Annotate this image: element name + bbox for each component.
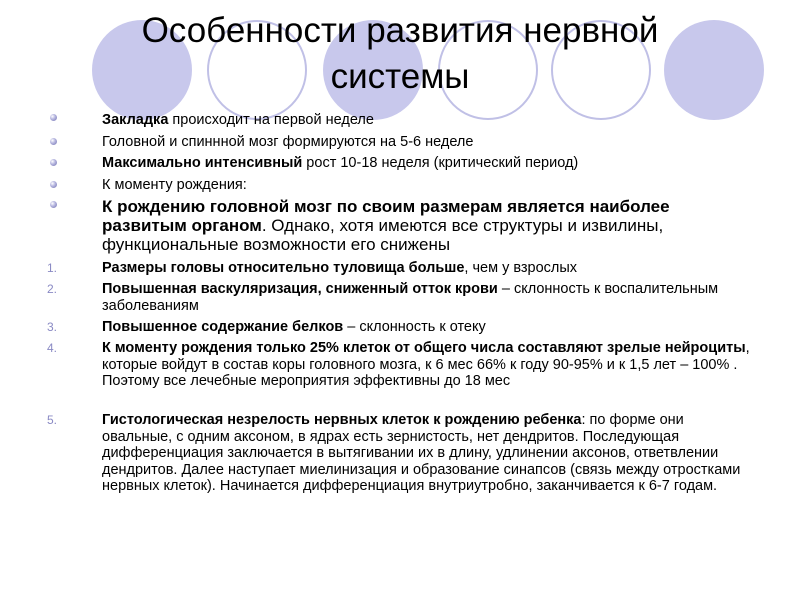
item-number: 2. <box>47 282 58 296</box>
bullet-dot-icon <box>50 114 57 121</box>
item-text: – склонность к воспалительным заболеваниям <box>102 281 719 314</box>
bullet-dot-icon <box>50 138 57 145</box>
item-bold: К моменту рождения только 25% клеток от общего числа составляют зрелые нейроциты <box>102 340 746 356</box>
item-text: , чем у взрослых <box>464 260 578 276</box>
bullet-bold: К рождению головной мозг по своим размерам является наиболее развитым органом <box>102 197 670 235</box>
item-bold: Гистологическая незрелость нервных клеток к рождению ребенка <box>102 412 582 428</box>
bullet-text: происходит на первой неделе <box>168 112 374 128</box>
bullet-text: . Однако, хотя имеются все структуры и извилины, функциональные возможности его снижены <box>102 216 664 254</box>
title-line-1: Особенности развития нервной <box>141 11 659 50</box>
item-text: : по форме они овальные, с одним аксоном, в ядрах есть зернистость, нет дендритов. Последующая дифференциация заключается в вытягивании их в длину, удлинении аксонов, ответвлении дендритов. Далее наступает миелинизация и образование синапсов (связь между отростками нервных клеток). Начинается дифференциация внутриутробно, заканчивается к 6-7 годам. <box>102 412 741 494</box>
item-number: 3. <box>47 320 58 334</box>
item-bold: Повышенное содержание белков <box>102 319 344 335</box>
bullet-text: рост 10-18 неделя (критический период) <box>302 155 579 171</box>
item-bold: Размеры головы относительно туловища больше <box>102 260 465 276</box>
bullet-text: К моменту рождения: <box>102 177 247 193</box>
title-line-2: системы <box>330 57 470 96</box>
bullet-dot-icon <box>50 201 57 208</box>
item-text: – склонность к отеку <box>343 319 486 335</box>
item-bold: Повышенная васкуляризация, сниженный отток крови <box>102 281 498 297</box>
item-number: 4. <box>47 341 58 355</box>
bullet-bold: Максимально интенсивный <box>102 155 303 171</box>
item-text: , которые войдут в состав коры головного мозга, к 6 мес 66% к году 90-95% и к 1,5 лет – 100% . Поэтому все лечебные мероприятия эффективны до 18 мес <box>102 340 750 389</box>
bullet-text: Головной и спиннной мозг формируются на 5-6 неделе <box>102 134 474 150</box>
bullet-bold: Закладка <box>102 112 169 128</box>
bullet-dot-icon <box>50 181 57 188</box>
bullet-dot-icon <box>50 159 57 166</box>
item-number: 1. <box>47 261 58 275</box>
item-number: 5. <box>47 413 58 427</box>
